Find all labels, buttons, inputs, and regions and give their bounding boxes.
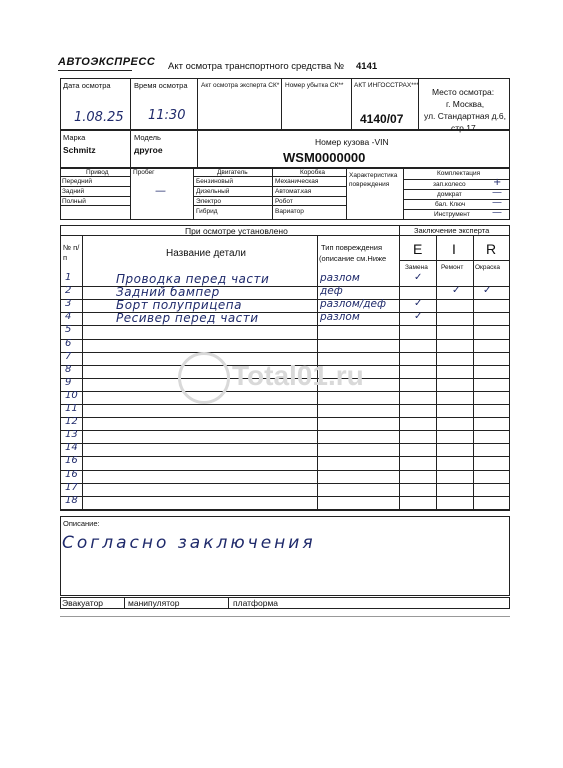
row-number: 7 (65, 350, 72, 362)
engine-diesel: Дизельный (196, 188, 230, 195)
section-title: При осмотре установлено (185, 226, 288, 236)
gearbox-cvt: Вариатор (275, 208, 304, 215)
footer-tow-truck: Эвакуатор (62, 598, 104, 608)
row-damage-type: разлом/деф (320, 298, 386, 311)
kit-mark-jack: — (492, 187, 502, 198)
col-name-header: Название детали (166, 248, 246, 259)
description-label: Описание: (63, 519, 100, 528)
inspection-date-label: Дата осмотра (63, 81, 111, 90)
row-number: 12 (65, 416, 78, 428)
document-title: Акт осмотра транспортного средства № (168, 61, 345, 72)
drive-front: Передний (62, 178, 93, 185)
row-divider (60, 496, 510, 497)
row-divider (60, 404, 510, 405)
gearbox-manual: Механическая (275, 178, 319, 185)
row-damage-type: разлом (320, 272, 360, 284)
company-logo: АВТОЭКСПРЕСС (58, 56, 156, 68)
loss-number-label: Номер убытка СК** (285, 82, 344, 89)
col-r-header: R (486, 241, 497, 257)
row-part-name: Проводка перед части (116, 272, 270, 286)
kit-wrench: бал. Ключ (435, 201, 466, 208)
inspection-time-value: 11:30 (148, 108, 186, 123)
footer-platform: платформа (233, 598, 279, 608)
row-number: 9 (65, 376, 72, 388)
ingos-act-value: 4140/07 (360, 112, 404, 126)
engine-electric: Электро (196, 198, 221, 205)
place-label: Место осмотра: (432, 87, 495, 97)
row-part-name: Задний бампер (116, 285, 220, 300)
watermark-text: Total01.ru (232, 360, 364, 391)
kit-jack: домкрат (437, 191, 462, 198)
kit-mark-wrench: — (492, 197, 502, 208)
row-number: 17 (65, 481, 78, 493)
brand-label: Марка (63, 133, 86, 142)
kit-spare-wheel: зап.колесо (433, 181, 466, 188)
row-divider (60, 456, 510, 457)
row-damage-type: деф (320, 285, 343, 298)
row-divider (60, 483, 510, 484)
row-part-name: Борт полуприцепа (116, 298, 242, 313)
kit-label: Комплектация (437, 170, 481, 177)
kit-tools: Инструмент (434, 211, 470, 218)
row-number: 4 (65, 311, 72, 323)
row-divider (60, 417, 510, 418)
row-number: 16 (65, 455, 78, 467)
row-number: 11 (65, 403, 78, 414)
engine-petrol: Бензиновый (196, 178, 234, 185)
col-number-header: № п/п (63, 243, 80, 262)
row-number: 8 (65, 363, 72, 375)
description-box (60, 516, 510, 596)
act-number: 4141 (356, 61, 378, 72)
engine-label: Двигатель (217, 169, 248, 176)
drive-label: Привод (86, 169, 109, 176)
col-i-subheader: Ремонт (441, 264, 464, 271)
inspection-time-label: Время осмотра (134, 81, 188, 90)
expert-act-label: Акт осмотра эксперта СК* (201, 82, 280, 89)
row-part-name: Ресивер перед части (116, 311, 259, 326)
engine-hybrid: Гибрид (196, 208, 218, 215)
damage-char-label-1: Характеристика (349, 172, 398, 179)
row-number: 6 (65, 337, 72, 349)
row-number: 1 (65, 272, 72, 283)
watermark-logo (178, 352, 230, 404)
col-r-subheader: Окраска (475, 264, 500, 271)
place-line2: ул. Стандартная д.6, (424, 111, 507, 121)
kit-mark-spare-wheel: + (493, 177, 502, 188)
row-replace-mark: ✓ (414, 298, 423, 310)
mileage-value: — (155, 184, 166, 197)
row-divider (60, 470, 510, 471)
row-number: 14 (65, 442, 78, 454)
logo-underline (58, 70, 132, 71)
row-number: 10 (65, 389, 78, 401)
mileage-label: Пробег (133, 169, 155, 176)
row-replace-mark: ✓ (414, 311, 423, 323)
drive-full: Полный (62, 198, 86, 205)
model-label: Модель (134, 133, 161, 142)
description-text: Согласно заключения (62, 533, 316, 553)
row-number: 5 (65, 324, 72, 336)
row-number: 18 (65, 494, 78, 506)
col-e-header: E (413, 241, 423, 257)
row-repair-mark: ✓ (452, 285, 461, 297)
place-line1: г. Москва, (446, 99, 485, 109)
vin-value: WSM0000000 (283, 150, 366, 165)
kit-mark-tools: — (492, 207, 502, 218)
col-i-header: I (452, 241, 456, 257)
row-divider (60, 430, 510, 431)
row-divider (60, 352, 510, 353)
row-replace-mark: ✓ (414, 272, 423, 283)
row-divider (60, 339, 510, 340)
gearbox-auto: Автомат.кая (275, 188, 312, 195)
gearbox-label: Коробка (300, 169, 325, 176)
col-damage-header-2: (описание см.Ниже (319, 254, 387, 263)
row-number: 16 (65, 468, 78, 480)
gearbox-robot: Робот (275, 198, 293, 205)
damage-char-label-2: повреждения (349, 181, 390, 188)
row-number: 2 (65, 285, 72, 297)
col-e-subheader: Замена (405, 264, 428, 271)
model-value: другое (134, 145, 163, 155)
brand-value: Schmitz (63, 145, 96, 155)
footer-manipulator: манипулятор (128, 598, 180, 608)
row-divider (60, 509, 510, 510)
row-damage-type: разлом (320, 311, 360, 324)
row-divider (60, 325, 510, 326)
row-divider (60, 443, 510, 444)
expert-conclusion-title: Заключение эксперта (414, 226, 490, 235)
row-number: 13 (65, 429, 78, 441)
drive-rear: Задний (62, 188, 85, 195)
row-paint-mark: ✓ (483, 285, 492, 297)
vin-label: Номер кузова -VIN (315, 137, 389, 147)
row-number: 3 (65, 298, 72, 310)
inspection-date-value: 1.08.25 (74, 110, 124, 125)
ingos-act-label: АКТ ИНГОССТРАХ*** (354, 82, 419, 89)
col-damage-header-1: Тип повреждения (321, 243, 383, 252)
place-line3: стр.17 (451, 123, 476, 133)
